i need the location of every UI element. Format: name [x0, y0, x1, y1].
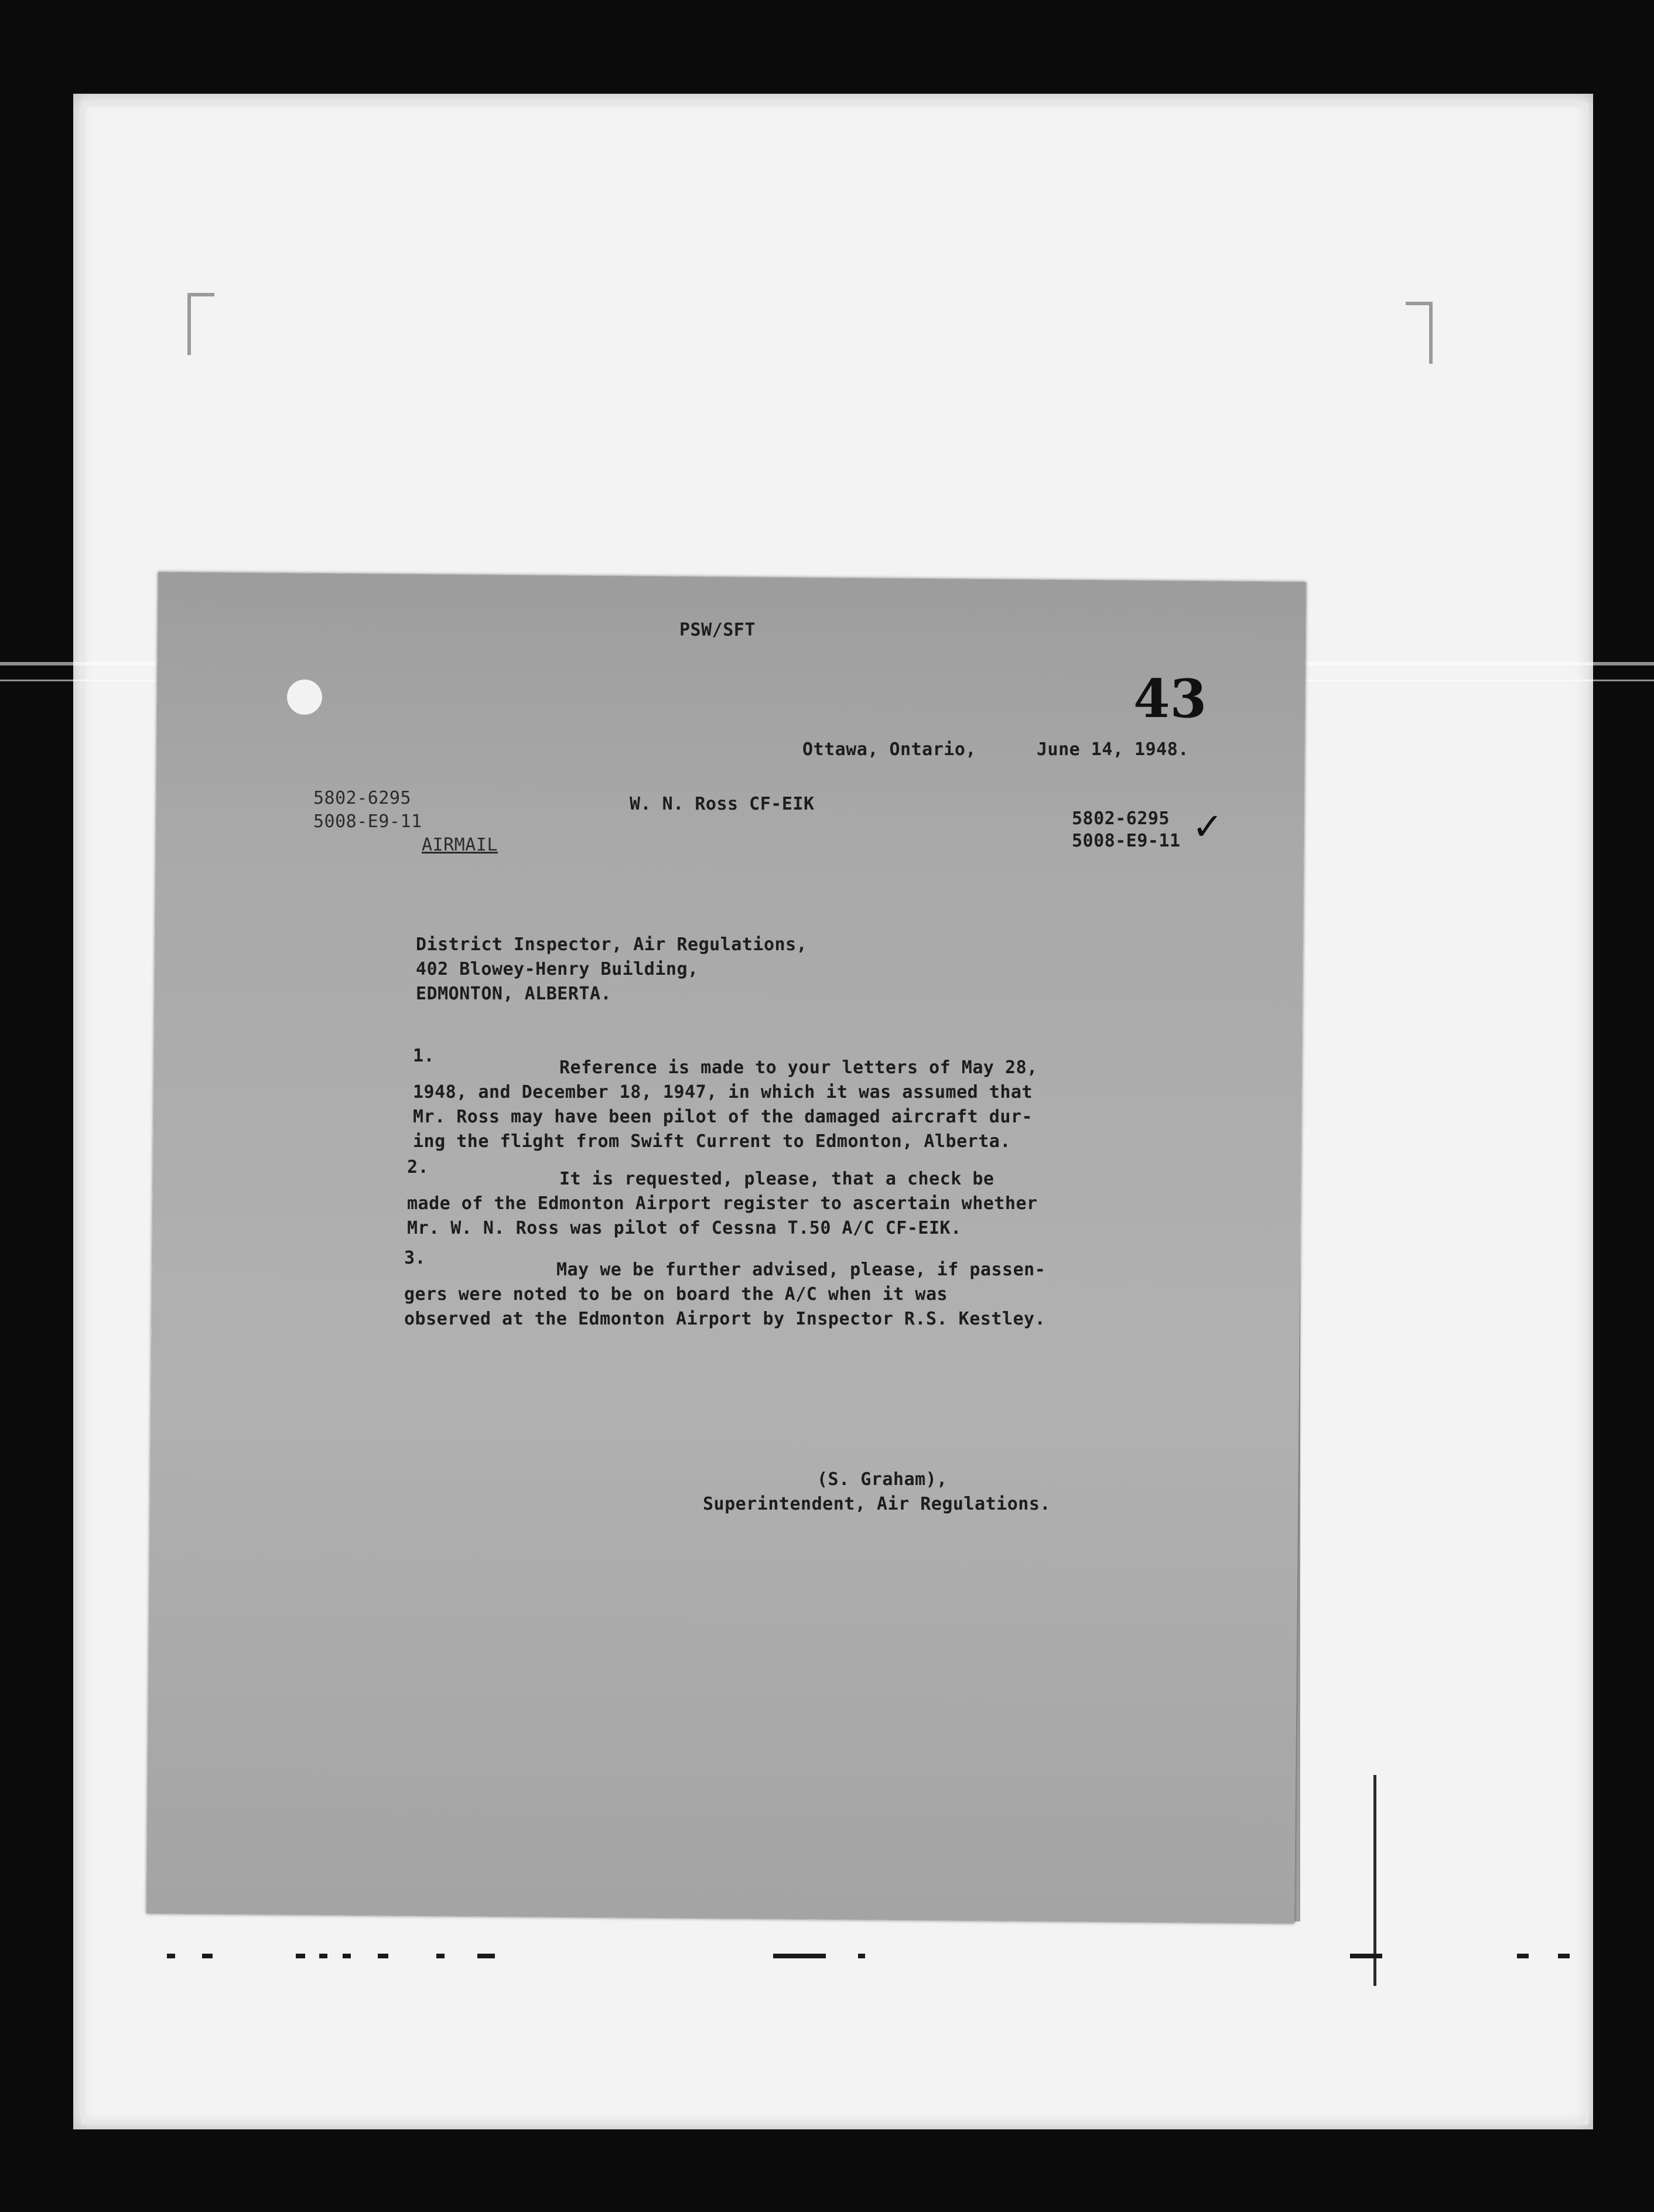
paragraph-1-line-4: ing the flight from Swift Current to Edmonton, Alberta. — [413, 1131, 1011, 1152]
paragraph-2-line-2: made of the Edmonton Airport register to ascertain whether — [407, 1193, 1038, 1214]
edge-mark — [477, 1954, 495, 1958]
subject-line: W. N. Ross CF-EIK — [630, 794, 815, 814]
file-ref-left-1: 5802-6295 — [313, 788, 412, 808]
paragraph-3-line-1: May we be further advised, please, if passen- — [556, 1259, 1046, 1280]
edge-mark — [202, 1954, 213, 1958]
paragraph-2-line-1: It is requested, please, that a check be — [559, 1169, 995, 1189]
crop-mark-top-right — [1406, 302, 1433, 364]
paragraph-1-number: 1. — [413, 1046, 435, 1066]
edge-mark — [319, 1954, 327, 1958]
punch-hole — [287, 680, 322, 715]
letter-date: June 14, 1948. — [1037, 739, 1189, 760]
signature-name: (S. Graham), — [817, 1469, 948, 1490]
paragraph-1-line-2: 1948, and December 18, 1947, in which it was assumed that — [413, 1082, 1033, 1102]
addressee-line-2: 402 Blowey-Henry Building, — [416, 959, 699, 979]
film-edge-marks — [0, 1954, 1654, 1960]
edge-mark — [1350, 1954, 1382, 1958]
signature-title: Superintendent, Air Regulations. — [703, 1494, 1051, 1514]
addressee-line-1: District Inspector, Air Regulations, — [416, 934, 808, 955]
paragraph-1-line-3: Mr. Ross may have been pilot of the damaged aircraft dur- — [413, 1107, 1033, 1127]
handwritten-page-number: 43 — [1133, 668, 1207, 730]
edge-mark — [436, 1954, 445, 1958]
initials: PSW/SFT — [679, 620, 756, 640]
paragraph-3-line-3: observed at the Edmonton Airport by Inspector R.S. Kestley. — [404, 1309, 1046, 1329]
paragraph-3-number: 3. — [404, 1248, 426, 1268]
edge-mark — [167, 1954, 175, 1958]
paragraph-2-line-3: Mr. W. N. Ross was pilot of Cessna T.50 A/C CF-EIK. — [407, 1218, 962, 1238]
letter-page — [146, 572, 1306, 1923]
edge-mark — [858, 1954, 865, 1958]
paragraph-2-number: 2. — [407, 1157, 429, 1177]
edge-mark — [1558, 1954, 1570, 1958]
addressee-line-3: EDMONTON, ALBERTA. — [416, 984, 612, 1004]
check-mark: ✓ — [1192, 805, 1224, 849]
file-ref-right-1: 5802-6295 — [1072, 808, 1170, 829]
edge-mark — [378, 1954, 388, 1958]
file-ref-right-2: 5008-E9-11 — [1072, 831, 1181, 851]
paragraph-3-line-2: gers were noted to be on board the A/C when it was — [404, 1284, 948, 1305]
edge-mark — [343, 1954, 351, 1958]
edge-mark — [1517, 1954, 1529, 1958]
delivery-method: AIRMAIL — [422, 835, 498, 855]
edge-mark — [773, 1954, 826, 1958]
letter-place: Ottawa, Ontario, — [802, 739, 976, 760]
edge-mark — [296, 1954, 305, 1958]
file-ref-left-2: 5008-E9-11 — [313, 811, 422, 832]
paragraph-1-line-1: Reference is made to your letters of May 28, — [559, 1057, 1038, 1078]
crop-mark-top-left — [187, 293, 214, 355]
